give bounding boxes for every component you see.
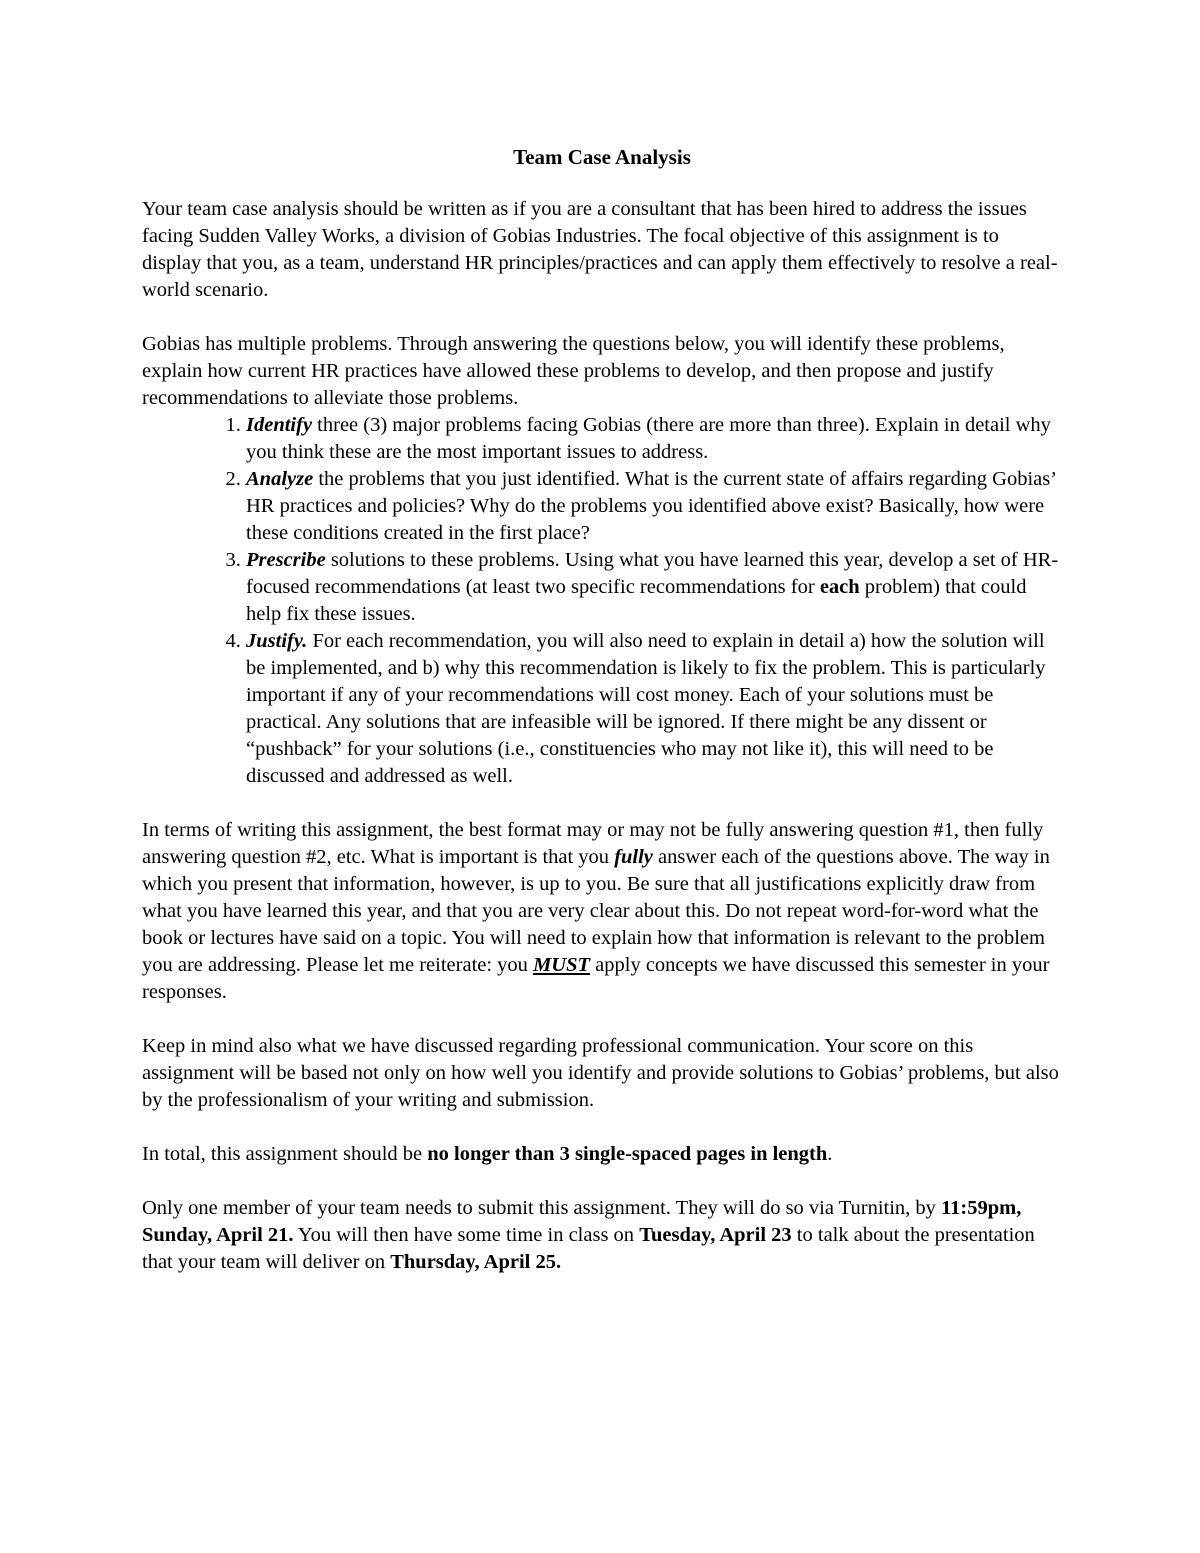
writing-text: apply concepts we have discussed this semester in your responses. bbox=[142, 954, 1050, 1003]
length-text: In total, this assignment should be bbox=[142, 1143, 428, 1165]
list-item-text: solutions to these problems. Using what you have learned this year, develop a set of HR-focused recommendations (at least two specific recommendations for bbox=[246, 549, 1059, 598]
list-item-analyze bbox=[246, 466, 1062, 547]
list-item-text: For each recommendation, you will also need to explain in detail a) how the solution will be implemented, and b) why this recommendation is likely to fix the problem. This is particularly important if any of your recommendations will cost money. Each of your solutions must be practical. Any solutions that are infeasible will be ignored. If there might be any dissent or “pushback” for your solutions (i.e., constituencies who may not like it), this will need to be discussed and addressed as well. bbox=[246, 630, 1046, 787]
problems-intro-paragraph: Gobias has multiple problems. Through answering the questions below, you will identify these problems, explain how current HR practices have allowed these problems to develop, and then propose and justify recommendations to alleviate those problems. bbox=[142, 333, 1005, 409]
submission-text: to talk about the presentation that your team will deliver on bbox=[142, 1224, 1035, 1273]
writing-text: answer each of the questions above. The way in which you present that information, however, is up to you. Be sure that all justifications explicitly draw from what you have learned this year, and that you are very clear about this. Do not repeat word-for-word what the book or lectures have said on a topic. You will need to explain how that information is relevant to the problem you are addressing. Please let me reiterate: you bbox=[142, 846, 1050, 976]
class-date: Tuesday, April 23 bbox=[639, 1224, 792, 1246]
keyword-identify: Identify bbox=[246, 414, 313, 436]
document-page bbox=[142, 142, 1062, 1303]
list-item-prescribe bbox=[246, 547, 1062, 628]
list-item-text: three (3) major problems facing Gobias (there are more than three). Explain in detail why you think these are the most important issues to address. bbox=[246, 414, 1051, 463]
writing-paragraph bbox=[142, 817, 1062, 1006]
length-paragraph bbox=[142, 1141, 1062, 1168]
length-limit: no longer than 3 single-spaced pages in length bbox=[427, 1143, 828, 1165]
emphasis-each: each bbox=[819, 576, 860, 598]
submission-text: You will then have some time in class on bbox=[293, 1224, 640, 1246]
list-item-identify bbox=[246, 412, 1062, 466]
presentation-date: Thursday, April 25. bbox=[390, 1251, 562, 1273]
length-text: . bbox=[827, 1143, 833, 1165]
intro-paragraph: Your team case analysis should be written as if you are a consultant that has been hired to address the issues facing Sudden Valley Works, a division of Gobias Industries. The focal objective of this assignment is to display that you, as a team, understand HR principles/practices and can apply them effectively to resolve a real-world scenario. bbox=[142, 198, 1058, 301]
keyword-analyze: Analyze bbox=[246, 468, 314, 490]
keyword-prescribe: Prescribe bbox=[246, 549, 326, 571]
list-item-justify bbox=[246, 628, 1062, 790]
list-item-text: the problems that you just identified. What is the current state of affairs regarding Gobias’ HR practices and policies? Why do the problems you identified above exist? Basically, how were these conditions created in the first place? bbox=[246, 468, 1056, 544]
writing-text: In terms of writing this assignment, the best format may or may not be fully answering question #1, then fully answering question #2, etc. What is important is that you bbox=[142, 819, 1044, 868]
keyword-justify: Justify. bbox=[246, 630, 308, 652]
document-title: Team Case Analysis bbox=[513, 145, 691, 169]
submission-paragraph bbox=[142, 1195, 1062, 1276]
submission-text: Only one member of your team needs to submit this assignment. They will do so via Turnitin, by bbox=[142, 1197, 942, 1219]
emphasis-fully: fully bbox=[614, 846, 653, 868]
deadline: 11:59pm, Sunday, April 21. bbox=[142, 1197, 1022, 1246]
task-list bbox=[142, 412, 1062, 790]
list-item-text: problem) that could help fix these issues. bbox=[246, 576, 1027, 625]
professional-paragraph: Keep in mind also what we have discussed regarding professional communication. Your score on this assignment will be based not only on how well you identify and provide solutions to Gobias’ problems, but also by the professionalism of your writing and submission. bbox=[142, 1035, 1059, 1111]
emphasis-must: MUST bbox=[533, 954, 591, 976]
